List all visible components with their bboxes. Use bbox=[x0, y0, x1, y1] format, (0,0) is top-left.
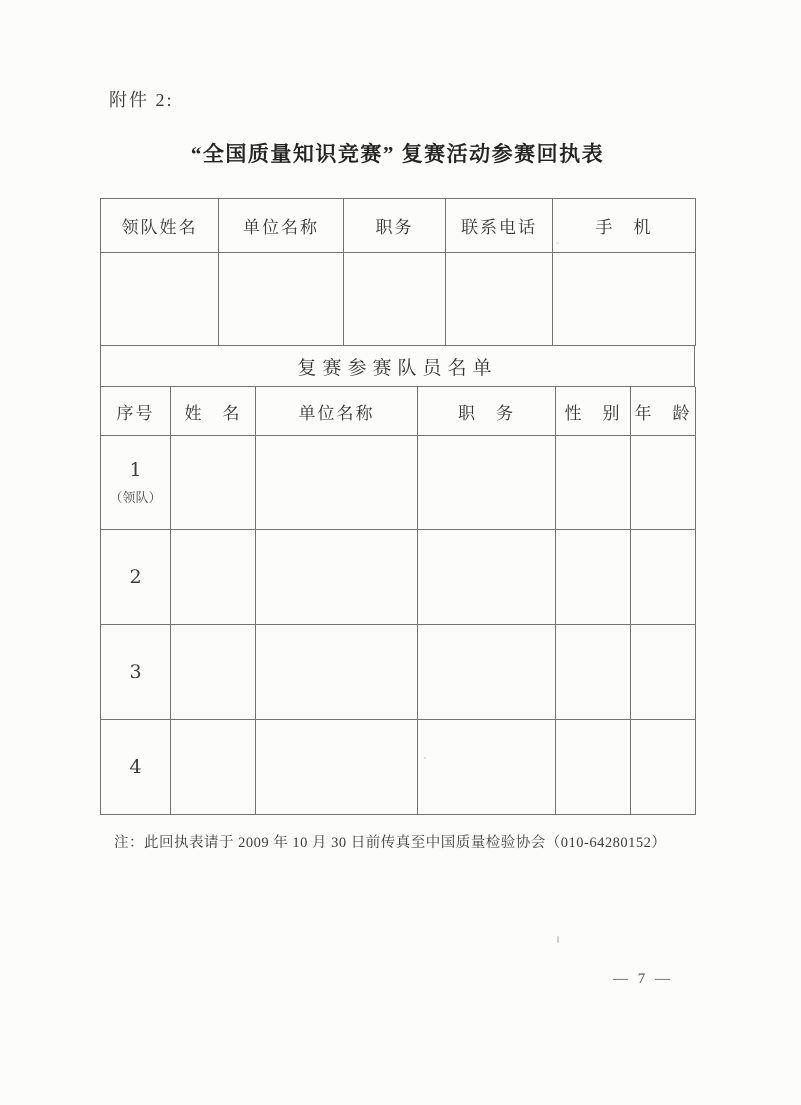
cell-position bbox=[418, 436, 556, 530]
cell-position bbox=[418, 720, 556, 815]
value-cell-leader-name bbox=[101, 253, 219, 346]
cell-gender bbox=[556, 436, 631, 530]
attachment-label: 附件 2: bbox=[109, 90, 174, 110]
header-cell-position: 职务 bbox=[344, 199, 446, 253]
cell-name bbox=[171, 436, 256, 530]
members-section-title: 复赛参赛队员名单 bbox=[100, 346, 695, 387]
cell-position bbox=[418, 530, 556, 625]
member-row-2 bbox=[101, 530, 696, 625]
cell-gender bbox=[556, 720, 631, 815]
header-cell-gender: 性 别 bbox=[556, 387, 631, 436]
scan-speckle bbox=[557, 936, 559, 943]
cell-name bbox=[171, 530, 256, 625]
row-number: 3 bbox=[129, 661, 142, 683]
value-cell-position bbox=[344, 253, 446, 346]
cell-no bbox=[101, 720, 171, 815]
page-number: — 7 — bbox=[613, 971, 673, 987]
header-cell-phone: 联系电话 bbox=[446, 199, 553, 253]
cell-no bbox=[101, 436, 171, 530]
leader-value-row bbox=[101, 253, 696, 346]
cell-age bbox=[631, 625, 696, 720]
cell-unit bbox=[256, 625, 418, 720]
value-cell-mobile bbox=[553, 253, 696, 346]
row-number-sublabel: （领队） bbox=[109, 490, 162, 505]
header-cell-mobile: 手 机 bbox=[553, 199, 696, 253]
scan-speckle bbox=[424, 757, 426, 759]
cell-age bbox=[631, 436, 696, 530]
header-cell-member-position: 职 务 bbox=[418, 387, 556, 436]
header-cell-no: 序号 bbox=[101, 387, 171, 436]
header-cell-age: 年 龄 bbox=[631, 387, 696, 436]
value-cell-unit-name bbox=[219, 253, 344, 346]
members-header-row bbox=[101, 387, 696, 436]
cell-gender bbox=[556, 530, 631, 625]
cell-position bbox=[418, 625, 556, 720]
row-number: 1 bbox=[129, 459, 142, 481]
page-title: “全国质量知识竞赛” 复赛活动参赛回执表 bbox=[190, 142, 605, 166]
cell-age bbox=[631, 530, 696, 625]
cell-no bbox=[101, 530, 171, 625]
leader-info-table bbox=[100, 198, 696, 346]
header-cell-unit-name: 单位名称 bbox=[219, 199, 344, 253]
cell-unit bbox=[256, 720, 418, 815]
scan-speckle bbox=[556, 242, 559, 244]
member-row-4 bbox=[101, 720, 696, 815]
cell-unit bbox=[256, 436, 418, 530]
header-cell-leader-name: 领队姓名 bbox=[101, 199, 219, 253]
cell-unit bbox=[256, 530, 418, 625]
header-cell-member-unit: 单位名称 bbox=[256, 387, 418, 436]
leader-header-row bbox=[101, 199, 696, 253]
members-table bbox=[100, 387, 696, 815]
receipt-form bbox=[100, 198, 695, 815]
header-cell-member-name: 姓 名 bbox=[171, 387, 256, 436]
cell-name bbox=[171, 625, 256, 720]
member-row-3 bbox=[101, 625, 696, 720]
value-cell-phone bbox=[446, 253, 553, 346]
cell-no bbox=[101, 625, 171, 720]
row-number: 2 bbox=[129, 566, 142, 588]
cell-gender bbox=[556, 625, 631, 720]
cell-age bbox=[631, 720, 696, 815]
row-number: 4 bbox=[129, 756, 142, 778]
footer-note: 注：此回执表请于 2009 年 10 月 30 日前传真至中国质量检验协会（010-64280152） bbox=[114, 835, 667, 851]
cell-name bbox=[171, 720, 256, 815]
member-row-1 bbox=[101, 436, 696, 530]
